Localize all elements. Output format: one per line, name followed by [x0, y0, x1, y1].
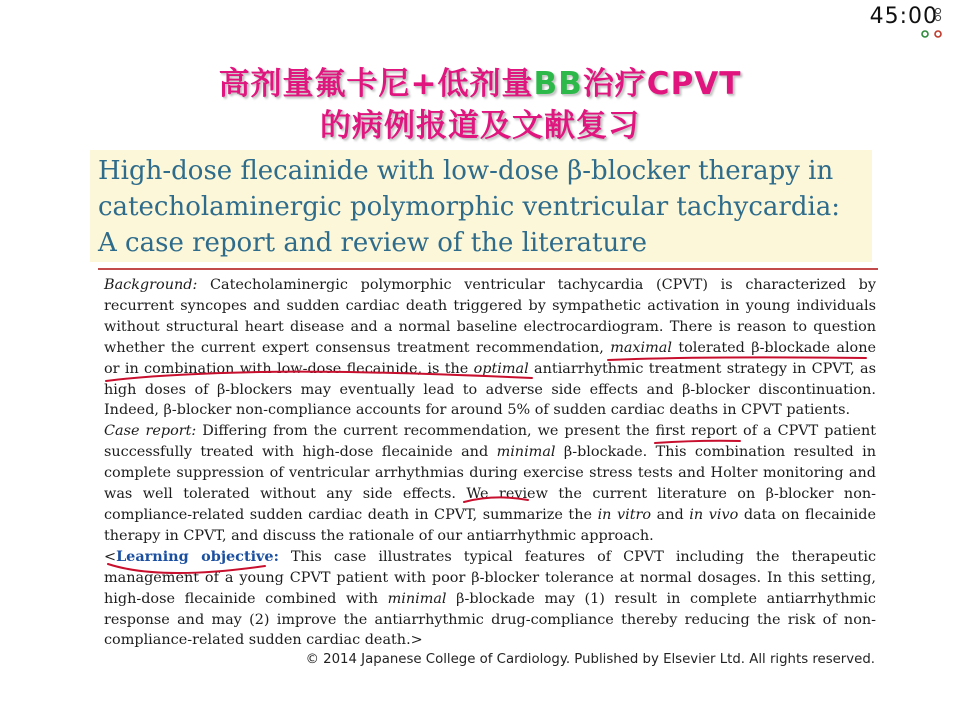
emphasis-maximal: maximal — [610, 339, 672, 356]
abstract-case-report — [104, 421, 876, 546]
title-divider — [98, 268, 878, 270]
lo-text: β-blockade may (1) result in complete antiarrhythmic response and may (2) improve the antiarrhythmic drug-compliance thereby reducing the risk of non-compliance-related sudden cardiac death. — [104, 590, 876, 649]
copyright-line: © 2014 Japanese College of Cardiology. Published by Elsevier Ltd. All rights reserved. — [305, 652, 875, 667]
paper-title-line: catecholaminergic polymorphic ventricular tachycardia: — [98, 192, 841, 222]
abstract-background — [104, 275, 876, 421]
emphasis-in-vivo: in vivo — [689, 506, 739, 523]
paper-title-line: A case report and review of the literature — [98, 228, 648, 258]
emphasis-optimal: optimal — [473, 360, 529, 377]
emphasis-minimal: minimal — [387, 590, 447, 607]
background-text: tolerated β-blockade alone or in combination with low-dose flecainide, is the — [104, 339, 876, 377]
countdown-timer: 45:00 — [869, 4, 938, 29]
abstract — [104, 275, 876, 651]
case-text: β-blockade. This combination resulted in complete suppression of ventricular arrhythmias during exercise stress tests and Holter monitoring and was well tolerated without any side effects. We review the current literature on β-blocker non-compliance-related sudden cardiac death in CPVT, summarize the — [104, 444, 877, 523]
background-text: Catecholaminergic polymorphic ventricular tachycardia (CPVT) is characterized by recurrent syncopes and sudden cardiac death triggered by sympathetic activation in young individuals without structural heart disease and a normal baseline electrocardiogram. There is reason to question whether the current expert consensus treatment recommendation, — [104, 277, 876, 356]
emphasis-minimal: minimal — [496, 444, 556, 461]
slide-title-part-1: 高剂量氟卡尼+低剂量 — [218, 66, 534, 102]
background-label: Background: — [104, 277, 198, 293]
emphasis-in-vitro: in vitro — [597, 506, 652, 523]
timer-indicator-icon — [912, 6, 942, 38]
slide-title-bb: BB — [533, 66, 583, 102]
background-text: antiarrhythmic treatment strategy in CPVT, as high doses of β-blockers may eventually lead to adverse side effects and β-blocker discontinuation. Indeed, β-blocker non-compliance accounts for around 5% of sudden cardiac deaths in CPVT patients. — [104, 360, 877, 419]
bracket-close: > — [410, 632, 423, 649]
lo-text: This case illustrates typical features of CPVT including the therapeutic management of a young CPVT patient with poor β-blocker tolerance at normal dosages. In this setting, high-dose flecainide combined with — [104, 548, 877, 607]
slide-title-part-2: 治疗CPVT — [582, 66, 742, 102]
case-text: and — [651, 506, 690, 523]
case-text: Differing from the current recommendation, we present the first report of a CPVT patient successfully treated with high-dose flecainide and — [104, 423, 876, 461]
abstract-learning-objective — [104, 547, 876, 652]
case-text: data on flecainide therapy in CPVT, and discuss the rationale of our antiarrhythmic approach. — [104, 506, 876, 544]
slide-title-line-1 — [0, 58, 960, 103]
slide-title-line-2: 的病例报道及文献复习 — [320, 108, 640, 144]
learning-objective-label: Learning objective: — [116, 547, 279, 565]
case-report-label: Case report: — [104, 423, 197, 440]
paper-title-line: High-dose flecainide with low-dose β-blocker therapy in — [98, 156, 834, 186]
bracket-open: < — [104, 548, 117, 565]
paper-title — [98, 153, 878, 261]
